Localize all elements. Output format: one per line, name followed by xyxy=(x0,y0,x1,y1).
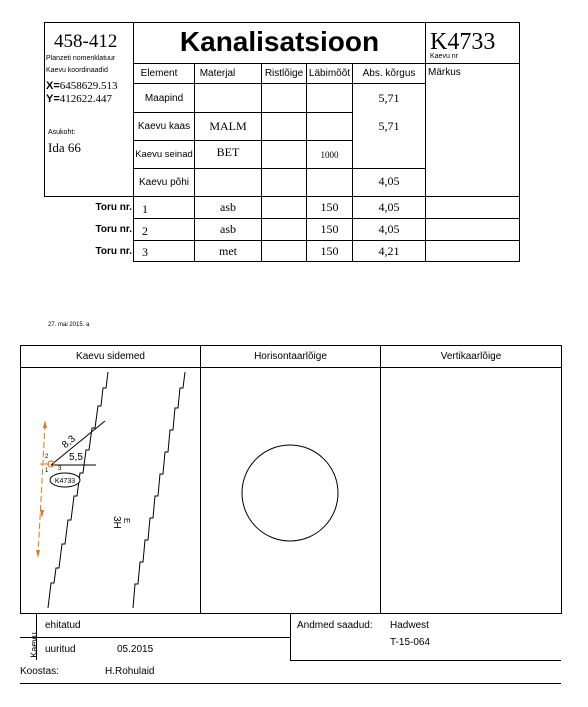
row-material: BET xyxy=(216,144,240,159)
header-elevation: Abs. kõrgus xyxy=(362,67,416,79)
pipe-elevation: 4,05 xyxy=(378,222,400,236)
data-from-label: Andmed saadud: xyxy=(297,620,373,631)
header-section: Ristlõige xyxy=(264,67,304,79)
dim-b-label: 5,5 xyxy=(69,452,83,463)
row-element: Kaevu seinad xyxy=(135,149,193,160)
col-title-horizontal: Horisontaarlõige xyxy=(254,351,327,362)
pipe-material: met xyxy=(219,243,237,258)
compiled-label: Koostas: xyxy=(20,666,59,677)
pipe-elevation: 4,05 xyxy=(378,200,400,214)
building-wall-left xyxy=(48,372,108,608)
built-label: ehitatud xyxy=(45,620,81,631)
pipe-number: 2 xyxy=(142,224,148,238)
building-wall-right xyxy=(133,372,185,608)
ties-sketch xyxy=(21,368,200,613)
y-label: Y= xyxy=(46,93,60,105)
well-plan-circle xyxy=(242,445,338,541)
row-elevation: 5,71 xyxy=(378,90,400,105)
compiled-value: H.Rohulaid xyxy=(105,666,155,677)
well-number-label: Kaevu nr xyxy=(430,53,459,60)
building-sub-label: E xyxy=(122,518,131,524)
pipe-material: asb xyxy=(220,200,236,214)
pipe-label: Toru nr. xyxy=(95,224,132,235)
pipe-number: 1 xyxy=(142,202,148,216)
building-label: 3H xyxy=(111,516,122,529)
nomenclature-label: Planzeti nomenklatuur xyxy=(46,55,116,62)
point-1-label: 1 xyxy=(45,468,49,474)
data-from-value: Hadwest xyxy=(390,620,429,631)
col-title-ties: Kaevu sidemed xyxy=(76,351,145,362)
sheet-title: Kanalisatsioon xyxy=(179,26,380,57)
footer-side-label: Kaevu xyxy=(29,632,39,658)
y-coordinate xyxy=(46,93,112,105)
y-value: 412622.447 xyxy=(59,93,113,105)
row-diameter: 1000 xyxy=(320,149,339,160)
pipe-axis-line xyxy=(38,424,45,556)
x-value: 6458629.513 xyxy=(59,80,118,92)
row-element: Kaevu kaas xyxy=(137,121,191,132)
point-2-label: 2 xyxy=(45,454,49,460)
col-title-vertical: Vertikaarlõige xyxy=(440,351,502,362)
row-element: Kaevu põhi xyxy=(138,177,190,188)
header-diameter: Läbimõõt xyxy=(308,67,351,79)
row-elevation: 4,05 xyxy=(378,173,400,188)
header-element: Element xyxy=(140,67,178,79)
x-coordinate xyxy=(46,80,118,92)
x-label: X= xyxy=(46,80,60,92)
date-text: 27. mai 2015. a xyxy=(48,322,90,328)
surveyed-label: uuritud xyxy=(45,644,76,655)
arrow-up-icon xyxy=(43,420,47,428)
surveyed-value: 05.2015 xyxy=(117,644,154,655)
pipe-label: Toru nr. xyxy=(95,202,132,213)
pipe-diameter: 150 xyxy=(320,200,339,214)
header-material: Materjal xyxy=(199,67,236,79)
nomenclature-number: 458-412 xyxy=(54,31,118,52)
location-label: Asukoht: xyxy=(48,129,76,136)
pipe-number: 3 xyxy=(142,245,148,259)
pipe-elevation: 4,21 xyxy=(378,243,400,258)
row-elevation: 5,71 xyxy=(378,119,400,133)
document-number: T-15-064 xyxy=(390,637,431,648)
pipe-label: Toru nr. xyxy=(95,245,132,257)
arrow-down-icon xyxy=(36,550,40,558)
pipe-diameter: 150 xyxy=(320,243,339,258)
pipe-diameter: 150 xyxy=(320,222,339,236)
point-3-label: 3 xyxy=(58,466,62,472)
pipe-material: asb xyxy=(220,222,236,236)
well-tag-label: K4733 xyxy=(54,478,76,485)
horizontal-section-drawing xyxy=(201,368,380,613)
dim-a-label: 8,3 xyxy=(60,433,78,451)
header-notes: Märkus xyxy=(428,67,461,78)
row-element: Maapind xyxy=(144,92,184,104)
coords-label: Kaevu koordinaadid xyxy=(46,67,108,74)
row-material: MALM xyxy=(209,119,247,133)
location-value: Ida 66 xyxy=(48,140,81,155)
well-number: K4733 xyxy=(430,29,496,55)
